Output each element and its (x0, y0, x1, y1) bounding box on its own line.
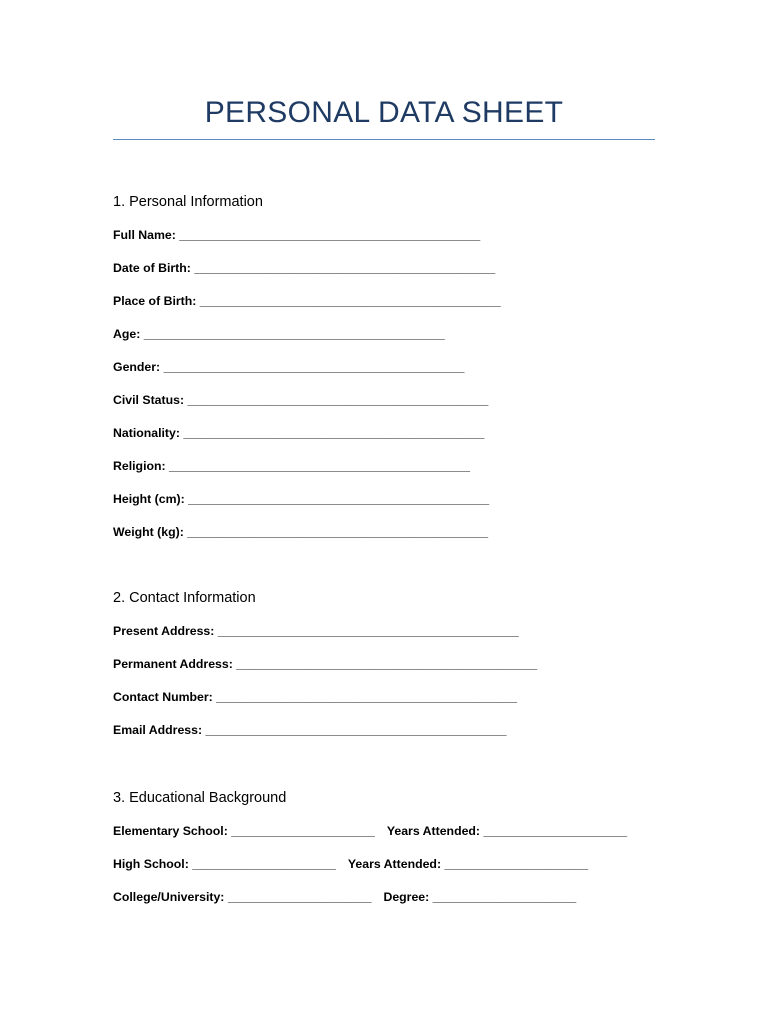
field-label: Religion: (113, 459, 166, 473)
field-date-of-birth (113, 260, 673, 293)
field-blank[interactable]: ____________________________________________ (163, 360, 465, 374)
field-blank[interactable]: ____________________________________________ (205, 723, 507, 737)
section-educational-background (113, 789, 673, 922)
field-age (113, 326, 673, 359)
field-label: Years Attended: (347, 857, 442, 871)
section-heading: 3. Educational Background (113, 790, 287, 806)
field-label: High School: (113, 857, 189, 871)
field-nationality (113, 425, 673, 458)
field-label: Degree: (383, 890, 430, 904)
field-college-university (113, 889, 371, 905)
field-label: Civil Status: (113, 393, 185, 407)
page-title: PERSONAL DATA SHEET (204, 96, 564, 129)
field-label: Gender: (113, 360, 161, 374)
section-personal-information (113, 193, 673, 557)
field-row-elementary (113, 823, 673, 856)
field-place-of-birth (113, 293, 673, 326)
field-present-address (113, 623, 673, 656)
field-blank[interactable]: ____________________________________________ (143, 327, 445, 341)
field-label: Nationality: (113, 426, 180, 440)
section-heading: 2. Contact Information (113, 590, 256, 606)
field-blank[interactable]: _____________________ (192, 857, 336, 871)
field-label: Height (cm): (113, 492, 185, 506)
field-years-attended (387, 823, 627, 839)
field-email-address (113, 722, 673, 755)
field-permanent-address (113, 656, 673, 689)
field-label: Present Address: (113, 624, 215, 638)
field-label: College/University: (113, 890, 225, 904)
field-blank[interactable]: _____________________ (483, 824, 628, 838)
field-blank[interactable]: ____________________________________________ (217, 624, 519, 638)
field-row-high-school (113, 856, 673, 889)
field-blank[interactable]: ____________________________________________ (216, 690, 518, 704)
field-blank[interactable]: _____________________ (231, 824, 375, 838)
field-blank[interactable]: ____________________________________________ (183, 426, 485, 440)
field-blank[interactable]: ____________________________________________ (187, 525, 489, 539)
field-label: Elementary School: (113, 824, 228, 838)
field-label: Permanent Address: (113, 657, 233, 671)
field-religion (113, 458, 673, 491)
title-divider (113, 139, 655, 140)
field-blank[interactable]: ____________________________________________ (187, 393, 489, 407)
field-weight (113, 524, 673, 557)
field-label: Age: (113, 327, 141, 341)
field-high-school (113, 856, 336, 872)
field-blank[interactable]: ____________________________________________ (188, 492, 490, 506)
field-degree (383, 889, 576, 905)
field-civil-status (113, 392, 673, 425)
field-blank[interactable]: ____________________________________________ (199, 294, 501, 308)
field-row-college (113, 889, 673, 922)
field-years-attended (348, 856, 588, 872)
field-label: Contact Number: (113, 690, 213, 704)
section-heading: 1. Personal Information (113, 194, 263, 210)
field-blank[interactable]: _____________________ (444, 857, 589, 871)
field-full-name (113, 227, 673, 260)
section-contact-information (113, 589, 673, 755)
field-height (113, 491, 673, 524)
field-label: Place of Birth: (113, 294, 197, 308)
field-elementary-school (113, 823, 375, 839)
field-contact-number (113, 689, 673, 722)
field-label: Email Address: (113, 723, 203, 737)
field-blank[interactable]: ____________________________________________ (194, 261, 496, 275)
field-blank[interactable]: ____________________________________________ (236, 657, 538, 671)
field-label: Years Attended: (386, 824, 481, 838)
field-blank[interactable]: _____________________ (227, 890, 372, 904)
field-gender (113, 359, 673, 392)
field-label: Date of Birth: (113, 261, 191, 275)
field-blank[interactable]: _____________________ (432, 890, 577, 904)
field-label: Weight (kg): (113, 525, 184, 539)
field-blank[interactable]: ____________________________________________ (169, 459, 470, 473)
field-blank[interactable]: ____________________________________________ (179, 228, 481, 242)
field-label: Full Name: (113, 228, 176, 242)
